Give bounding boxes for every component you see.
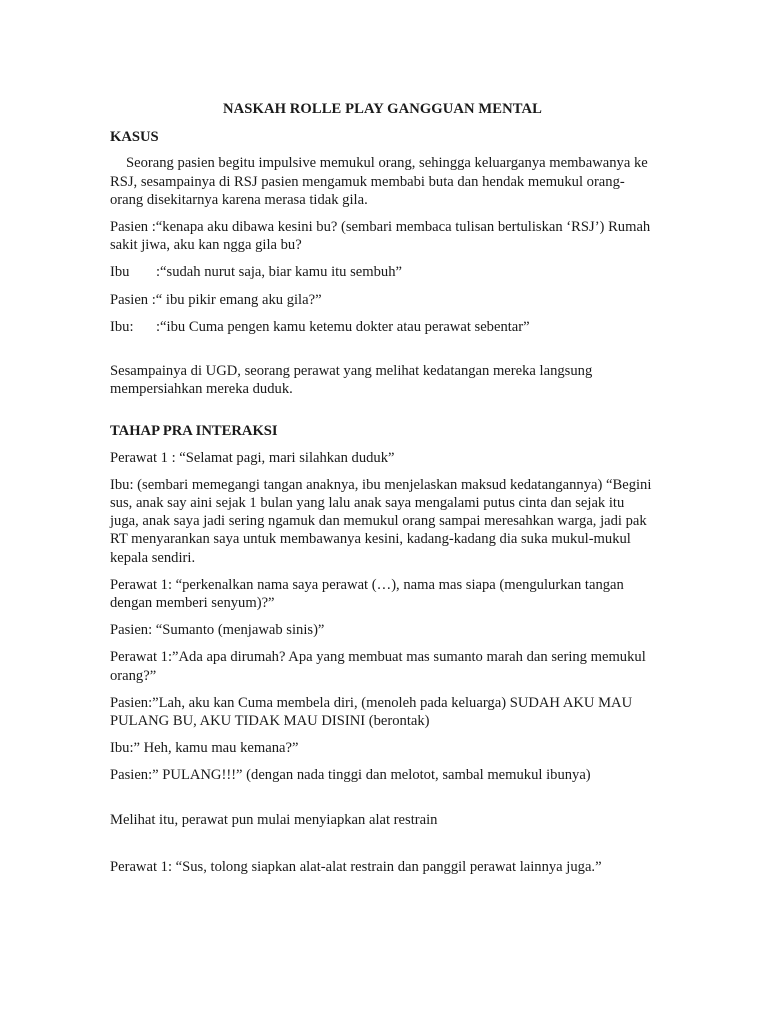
ugd-paragraph: Sesampainya di UGD, seorang perawat yang melihat kedatangan mereka langsung mempersiahkan mereka duduk. — [110, 363, 593, 398]
dialogue-perawat-2: Perawat 1: “perkenalkan nama saya perawat (…), nama mas siapa (mengulurkan tangan dengan memberi senyum)?” — [110, 576, 624, 612]
dialogue-pasien-3: Pasien: “Sumanto (menjawab sinis)” — [110, 622, 325, 639]
dialogue-text: :“ibu Cuma pengen kamu ketemu dokter atau perawat sebentar” — [156, 318, 530, 335]
dialogue-perawat-1: Perawat 1 : “Selamat pagi, mari silahkan duduk” — [110, 449, 395, 466]
dialogue-pasien-5: Pasien:” PULANG!!!” (dengan nada tinggi dan melotot, sambal memukul ibunya) — [110, 767, 591, 784]
document-title: NASKAH ROLLE PLAY GANGGUAN MENTAL — [223, 101, 542, 117]
dialogue-ibu-1 — [110, 263, 655, 281]
dialogue-text: :“sudah nurut saja, biar kamu itu sembuh” — [156, 264, 403, 281]
kasus-heading: KASUS — [110, 129, 159, 146]
dialogue-ibu-2 — [110, 318, 655, 336]
speaker-label: Ibu — [110, 264, 130, 281]
dialogue-ibu-3: Ibu: (sembari memegangi tangan anaknya, ibu menjelaskan maksud kedatangannya) “Begini sus, anak say aini sejak 1 bulan yang lalu anak saya mengalami putus cinta dan sejak itu juga, anak saya jadi sering ngamuk dan memukul orang sampai meresahkan warga, jadi pak RT menyarankan saya untuk membawanya kesini, kadang-kadang dia suka mukul-mukul kepala sendiri. — [110, 476, 652, 566]
dialogue-pasien-1: Pasien :“kenapa aku dibawa kesini bu? (sembari membaca tulisan bertuliskan ‘RSJ’) Rumah sakit jiwa, aku kan ngga gila bu? — [110, 219, 651, 254]
speaker-label: Ibu: — [110, 318, 134, 335]
pra-interaksi-heading: TAHAP PRA INTERAKSI — [110, 423, 278, 440]
melihat-paragraph: Melihat itu, perawat pun mulai menyiapkan alat restrain — [110, 811, 438, 828]
document-page — [110, 100, 655, 885]
dialogue-perawat-3: Perawat 1:”Ada apa dirumah? Apa yang membuat mas sumanto marah dan sering memukul orang?” — [110, 649, 646, 684]
kasus-paragraph: Seorang pasien begitu impulsive memukul orang, sehingga keluarganya membawanya ke RSJ, sesampainya di RSJ pasien mengamuk membabi buta dan hendak memukul orang-orang disekitarnya karena merasa tidak gila. — [110, 155, 648, 208]
dialogue-perawat-4: Perawat 1: “Sus, tolong siapkan alat-alat restrain dan panggil perawat lainnya juga.” — [110, 858, 602, 875]
dialogue-pasien-4: Pasien:”Lah, aku kan Cuma membela diri, (menoleh pada keluarga) SUDAH AKU MAU PULANG BU, AKU TIDAK MAU DISINI (berontak) — [110, 694, 633, 730]
dialogue-pasien-2: Pasien :“ ibu pikir emang aku gila?” — [110, 291, 322, 308]
dialogue-ibu-4: Ibu:” Heh, kamu mau kemana?” — [110, 740, 299, 757]
